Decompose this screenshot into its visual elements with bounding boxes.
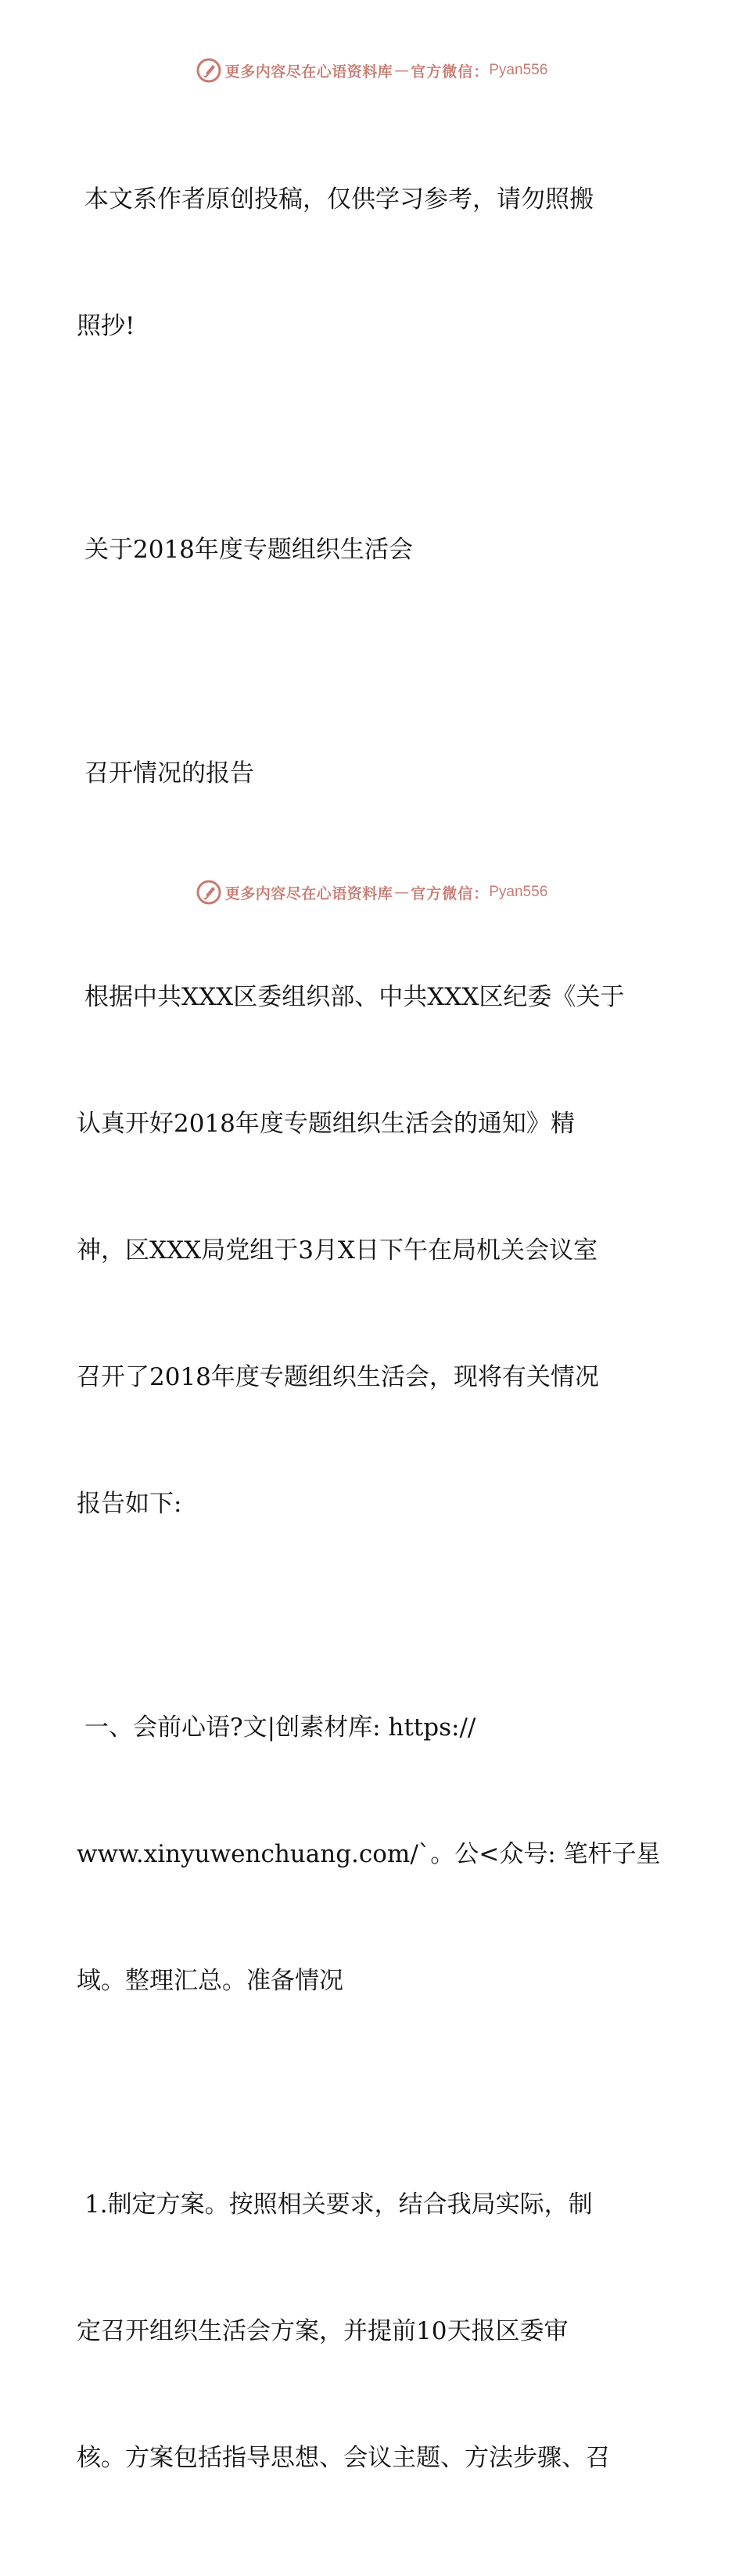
text-line: 照抄!	[77, 312, 135, 340]
pen-circle-logo-icon	[196, 57, 222, 84]
text-line: www.xinyuwenchuang.com/`。公<众号: 笔杆子星	[77, 1840, 661, 1868]
text-line: 召开了2018年度专题组织生活会，现将有关情况	[77, 1363, 599, 1391]
paragraph-title-line-2	[77, 668, 671, 879]
text-line: 神，区XXX局党组于3月X日下午在局机关会议室	[77, 1236, 598, 1265]
text-line: 域。整理汇总。准备情况	[77, 1967, 343, 1995]
document-body	[77, 94, 671, 2576]
text-line: 1.制定方案。按照相关要求，结合我局实际，制	[84, 2190, 593, 2219]
banner-wechat-id: Pyan556	[489, 884, 548, 900]
text-line: 根据中共XXX区委组织部、中共XXX区纪委《关于	[84, 983, 625, 1011]
title-line: 关于2018年度专题组织生活会	[84, 536, 413, 564]
paragraph-intro	[77, 892, 671, 1609]
paragraph-section-one	[77, 1622, 671, 2086]
paragraph-notice	[77, 94, 671, 432]
banner-wechat-label: 官方微信：	[411, 884, 490, 902]
header-watermark-banner	[0, 55, 743, 86]
banner-dash: —	[394, 884, 410, 901]
banner-wechat-id: Pyan556	[489, 62, 548, 78]
text-line: 本文系作者原创投稿，仅供学习参考，请勿照搬	[84, 185, 594, 213]
banner-wechat-label: 官方微信：	[411, 63, 490, 81]
text-line: 定召开组织生活会方案，并提前10天报区委审	[77, 2317, 569, 2345]
banner-main-text: 更多内容尽在心语资料库	[224, 63, 393, 81]
paragraph-title-line-1	[77, 444, 671, 655]
text-line: 核。方案包括指导思想、会议主题、方法步骤、召	[77, 2444, 610, 2472]
text-line: 认真开好2018年度专题组织生活会的通知》精	[77, 1110, 575, 1138]
text-line: 一、会前心语?文|创素材库: https://	[84, 1713, 476, 1742]
text-line: 报告如下:	[77, 1490, 182, 1518]
banner-dash: —	[394, 62, 410, 79]
pen-circle-logo-icon	[196, 879, 222, 906]
footer-watermark-banner	[0, 877, 743, 908]
title-line: 召开情况的报告	[84, 759, 254, 788]
paragraph-item-one	[77, 2099, 671, 2563]
banner-main-text: 更多内容尽在心语资料库	[224, 884, 393, 902]
